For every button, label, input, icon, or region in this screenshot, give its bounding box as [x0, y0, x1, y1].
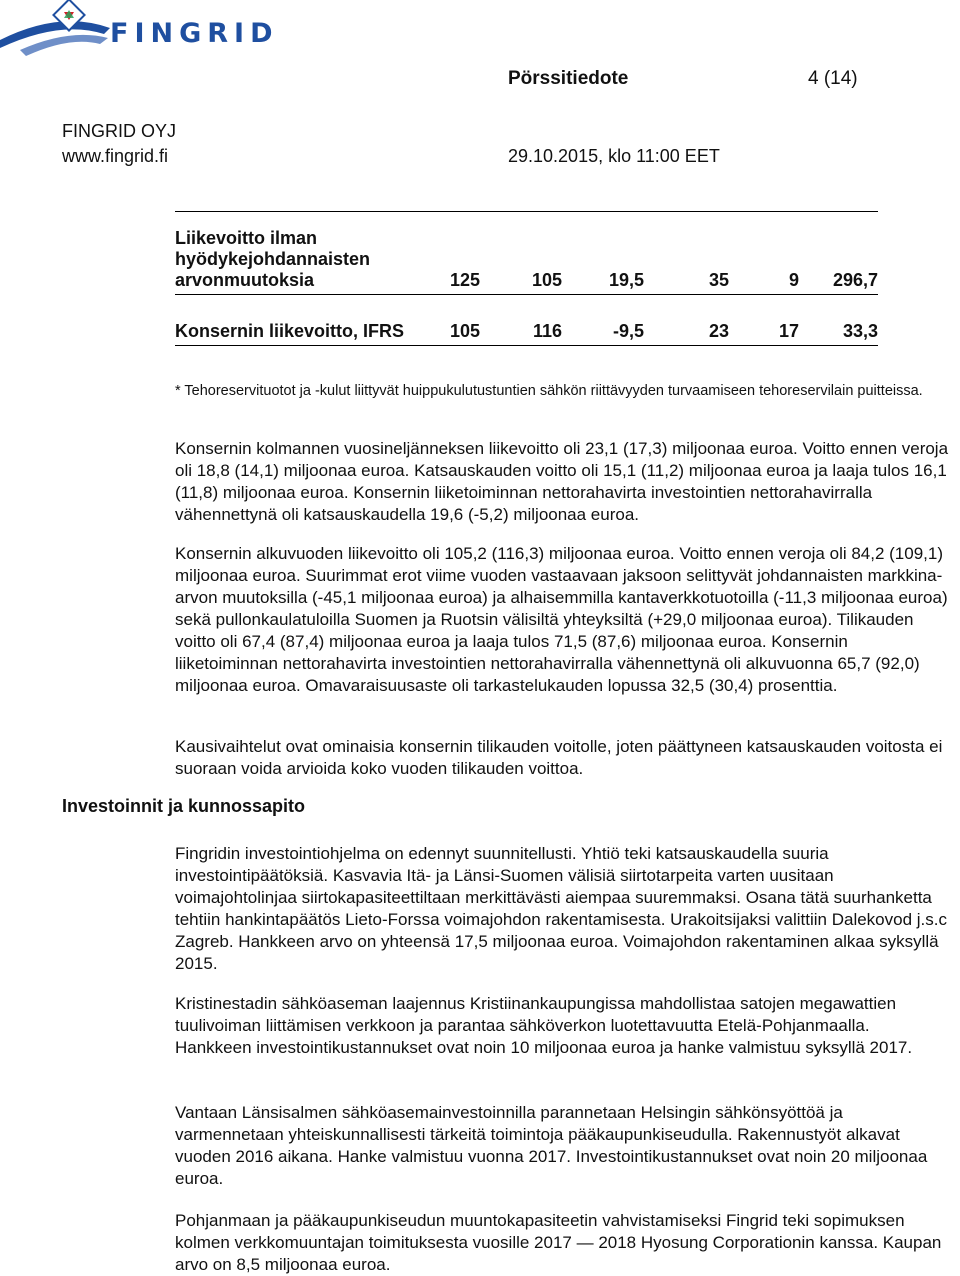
paragraph-q3-results: Konsernin kolmannen vuosineljänneksen liikevoitto oli 23,1 (17,3) miljoonaa euroa. Voitto ennen veroja oli 18,8 (14,1) miljoonaa euroa. Katsauskauden voitto oli 15,1 (11,2) miljoonaa euroa ja laaja tulos 16,1 (11,8) miljoonaa euroa. Konsernin liiketoiminnan nettorahavirta investointien nettorahavirralla vähennettynä oli katsauskaudella 19,6 (-5,2) miljoonaa euroa. [175, 439, 949, 524]
company-name: FINGRID OYJ [62, 121, 177, 141]
paragraph-kristinestad: Kristinestadin sähköaseman laajennus Kristiinankaupungissa mahdollistaa satojen megawattien tuulivoiman liittämisen verkkoon ja parantaa sähköverkon luotettavuutta Etelä-Pohjanmaalla. Hankkeen investointikustannukset ovat noin 10 miljoonaa euroa ja hanke valmistuu syksyllä 2017. [175, 994, 913, 1057]
row-label: Konsernin liikevoitto, IFRS [175, 321, 405, 341]
page-number: 4 (14) [808, 68, 858, 89]
table-cell: 35 [708, 270, 729, 290]
table-cell: 19,5 [608, 270, 644, 290]
table-cell: 17 [778, 321, 799, 341]
row-label: Liikevoitto ilman hyödykejohdannaisten arvonmuutoksia [175, 228, 371, 290]
fingrid-logo [0, 0, 290, 66]
table-cell: 116 [532, 321, 562, 341]
paragraph-ytd-results: Konsernin alkuvuoden liikevoitto oli 105,2 (116,3) miljoonaa euroa. Voitto ennen veroja oli 84,2 (109,1) miljoonaa euroa. Suurimmat erot viime vuoden vastaavaan jaksoon selittyvät johdannaisten markkina-arvon muutoksilla (-45,1 miljoonaa euroa) ja alhaisemmilla kantaverkkotuotoilla (-11,3 miljoonaa euroa) sekä pullonkaulatuloilla Suomen ja Ruotsin välisiltä yhteyksiltä (+29,0 miljoonaa euroa). Tilikauden voitto oli 67,4 (87,4) miljoonaa euroa ja laaja tulos 71,5 (87,6) miljoonaa euroa. Konsernin liiketoiminnan nettorahavirta investointien nettorahavirralla vähennettynä oli alkuvuonna 65,7 (92,0) miljoonaa euroa. Omavaraisuusaste oli tarkastelukauden lopussa 32,5 (30,4) prosenttia. [175, 544, 948, 695]
table-cell: 9 [788, 270, 799, 290]
document-type: Pörssitiedote [508, 68, 629, 89]
table-cell: 296,7 [832, 270, 878, 290]
table-row [175, 212, 878, 295]
table-cell: 125 [449, 270, 480, 290]
table-cell: 33,3 [842, 321, 878, 341]
table-cell: 105 [531, 270, 562, 290]
website-link[interactable]: www.fingrid.fi [62, 146, 169, 166]
paragraph-transformers: Pohjanmaan ja pääkaupunkiseudun muuntokapasiteetin vahvistamiseksi Fingrid teki sopimuksen kolmen verkkomuuntajan toimituksesta vuosille 2017 — 2018 Hyosung Corporationin kanssa. Kaupan arvo on 8,5 miljoonaa euroa. [175, 1211, 942, 1274]
table-footnote: * Tehoreservituotot ja -kulut liittyvät huippukulutustuntien sähkön riittävyyden turvaamiseen tehoreservilain puitteissa. [175, 383, 923, 399]
table-cell: -9,5 [612, 321, 644, 341]
logo-wordmark: FINGRID [110, 18, 279, 49]
section-heading: Investoinnit ja kunnossapito [62, 796, 306, 816]
financial-table [175, 211, 878, 346]
release-dateline: 29.10.2015, klo 11:00 EET [508, 146, 720, 166]
paragraph-vantaa: Vantaan Länsisalmen sähköasemainvestoinnilla parannetaan Helsingin sähkönsyöttöä ja varmennetaan yhteiskunnallisesti tärkeitä toimintoja pääkaupunkiseudulla. Rakennustyöt alkavat vuoden 2016 aikana. Hanke valmistuu vuonna 2017. Investointikustannukset ovat noin 20 miljoonaa euroa. [175, 1103, 928, 1188]
table-cell: 23 [708, 321, 729, 341]
paragraph-investment-programme: Fingridin investointiohjelma on edennyt suunnitellusti. Yhtiö teki katsauskaudella suuria investointipäätöksiä. Kasvavia Itä- ja Länsi-Suomen välisiä siirtotarpeita varten uusitaan voimajohtolinjaa siirtokapasiteettiltaan merkittävästi aiempaa suuremmaksi. Osana tätä suurhanketta tehtiin hankintapäätös Lieto-Forssa voimajohdon rakentamisesta. Urakoitsijaksi valittiin Dalekovod j.s.c Zagreb. Hankkeen arvo on yhteensä 17,5 miljoonaa euroa. Voimajohdon rakentaminen alkaa syksyllä 2015. [175, 844, 947, 973]
table-cell: 105 [449, 321, 480, 341]
paragraph-seasonality: Kausivaihtelut ovat ominaisia konsernin tilikauden voitolle, joten päättyneen katsauskauden voitosta ei suoraan voida arvioida koko vuoden tilikauden voittoa. [175, 737, 943, 778]
table-row [175, 295, 878, 346]
